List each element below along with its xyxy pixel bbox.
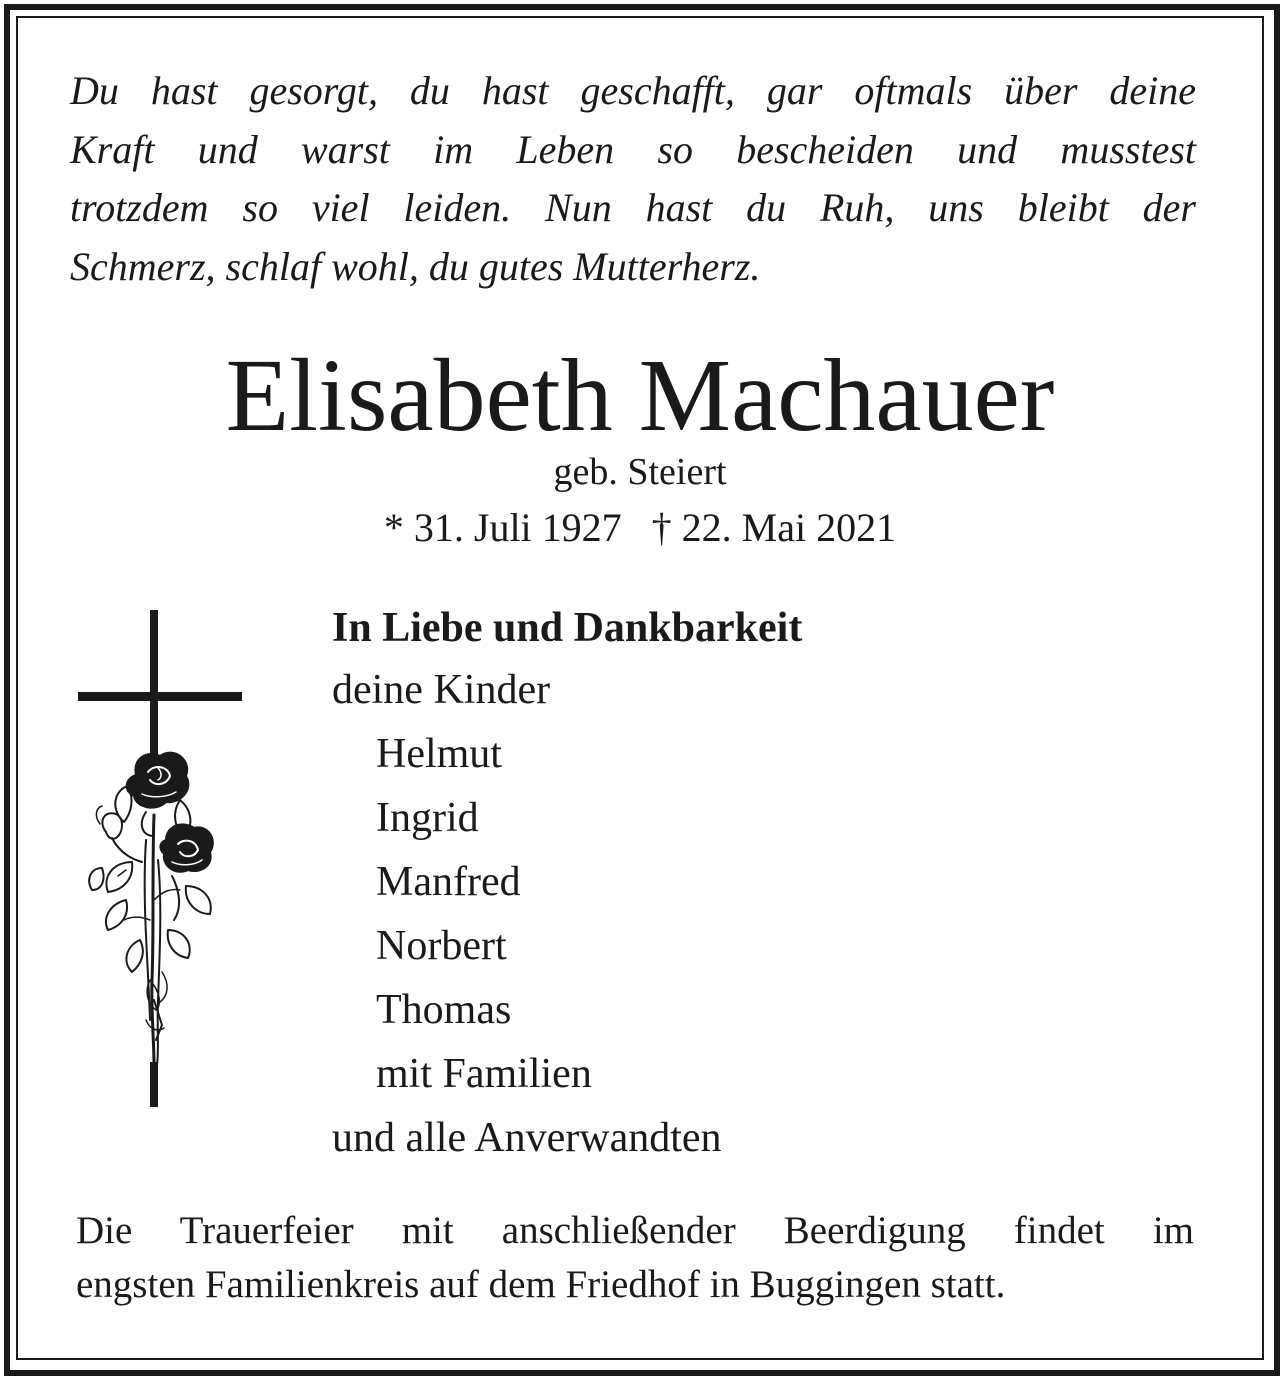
mourners-heading: In Liebe und Dankbarkeit — [332, 605, 803, 651]
life-dates: * 31. Juli 1927 † 22. Mai 2021 — [383, 505, 897, 550]
relatives-note: und alle Anverwandten — [332, 1115, 722, 1161]
child-name: Helmut — [376, 731, 502, 777]
families-note: mit Familien — [376, 1051, 592, 1097]
child-name: Ingrid — [376, 795, 479, 841]
poem-line: Du hast gesorgt, du hast geschafft, gar oftmals über deine — [70, 68, 1196, 113]
poem-line: Schmerz, schlaf wohl, du gutes Mutterherz. — [70, 243, 761, 289]
notice-line: engsten Familienkreis auf dem Friedhof in Buggingen statt. — [76, 1263, 1006, 1306]
notice-line: Die Trauerfeier mit anschließender Beerdigung findet im — [76, 1209, 1194, 1252]
poem-line: trotzdem so viel leiden. Nun hast du Ruh, uns bleibt der — [70, 185, 1196, 230]
cross-with-roses-icon — [62, 600, 272, 1120]
poem — [70, 62, 1196, 296]
maiden-name: geb. Steiert — [553, 451, 727, 493]
poem-line: Kraft und warst im Leben so bescheiden und musstest — [70, 126, 1196, 172]
child-name: Thomas — [376, 987, 512, 1033]
child-name: Norbert — [376, 923, 507, 969]
child-name: Manfred — [376, 859, 521, 905]
children-intro: deine Kinder — [332, 667, 551, 713]
deceased-name: Elisabeth Machauer — [225, 338, 1055, 453]
mourners-section — [332, 598, 1212, 1170]
funeral-notice — [76, 1204, 1194, 1312]
